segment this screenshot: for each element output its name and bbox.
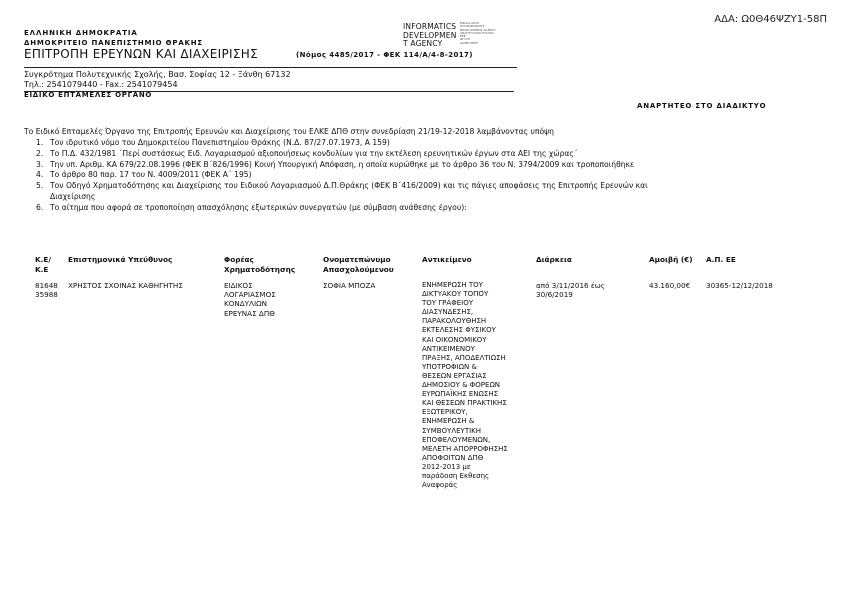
consideration-item: 3. Την υπ. Αριθμ. ΚΑ 679/22.08.1996 (ΦΕΚ Β΄826/1996) Κοινή Υπουργική Απόφαση, η οποία κυρώθηκε με το άρθρο 36 του Ν. 3794/2009 και τροποποιήθηκε — [36, 159, 635, 169]
cell-supervisor: ΧΡΗΣΤΟΣ ΣΧΟΙΝΑΣ ΚΑΘΗΓΗΤΗΣ — [68, 281, 183, 290]
col-header-supervisor: Επιστημονικά Υπεύθυνος — [68, 255, 173, 264]
phone-line: Τηλ.: 2541079440 - Fax.: 2541079454 — [24, 80, 178, 89]
col-header-ke: Κ.Ε/ Κ.Ε — [35, 255, 52, 274]
consideration-item-continued: Διαχείρισης — [50, 191, 96, 201]
posted-notice: ΑΝΑΡΤΗΤΕΟ ΣΤΟ ΔΙΑΔΙΚΤΥΟ — [637, 102, 767, 110]
header-republic: ΕΛΛΗΝΙΚΗ ΔΗΜΟΚΡΑΤΙΑ — [24, 29, 138, 37]
logo-small-line: ΕΝΙΑΙΑ ΑΡΧΗ — [460, 21, 480, 25]
logo-small-line: ΠΛΗΡΟΦΟΡΙΚΗΣ — [460, 24, 485, 29]
agency-logo-fineprint — [460, 22, 496, 45]
consideration-item: 1. Τον ιδρυτικό νόμο του Δημοκριτείου Πανεπιστημίου Θράκης (Ν.Δ. 87/27.07.1973, Α 159) — [36, 138, 390, 147]
cell-ap: 30365-12/12/2018 — [706, 281, 773, 290]
cell-subject: ΕΝΗΜΕΡΩΣΗ ΤΟΥ ΔΙΚΤΥΑΚΟΥ ΤΟΠΟΥ ΤΟΥ ΓΡΑΦΕΙΟΥ ΔΙΑΣΥΝΔΕΣΗΣ, ΠΑΡΑΚΟΛΟΥΘΗΣΗ ΕΚΤΕΛΕΣΗΣ ΦΥΣΙΚΟΥ ΚΑΙ ΟΙΚΟΝΟΜΙΚΟΥ ΑΝΤΙΚΕΙΜΕΝΟΥ ΠΡΑΞΗΣ, ΑΠΟΔΕΛΤΙΩΣΗ ΥΠΟΤΡΟΦΙΩΝ & ΘΕΣΕΩΝ ΕΡΓΑΣΙΑΣ ΔΗΜΟΣΙΟΥ & ΦΟΡΕΩΝ ΕΥΡΩΠΑΪΚΗΣ ΕΝΩΣΗΣ ΚΑΙ ΘΕΣΕΩΝ ΠΡΑΚΤΙΚΗΣ ΕΞΩΤΕΡΙΚΟΥ, ΕΝΗΜΕΡΩΣΗ & ΣΥΜΒΟΥΛΕΥΤΙΚΗ ΕΠΟΦΕΛΟΥΜΕΝΩΝ, ΜΕΛΕΤΗ ΑΠΟΡΡΟΦΗΣΗΣ ΑΠΟΦΟΙΤΩΝ ΔΠΘ 2012-2013 με παράδοση Εκθεσης Αναφοράς — [422, 281, 508, 490]
cell-employee: ΣΟΦΙΑ ΜΠΟΖΑ — [323, 281, 376, 290]
header-divider — [24, 67, 517, 68]
agency-logo — [403, 23, 457, 49]
logo-small-line: ΔΙΑΝΕ ΕΕΕΗ — [460, 40, 479, 45]
law-reference: (Νόμος 4485/2017 - ΦΕΚ 114/Α/4-8-2017) — [296, 51, 473, 59]
ada-code: ΑΔΑ: Ω0Θ46ΨΖΥ1-58Π — [714, 14, 827, 25]
col-header-ap: Α.Π. ΕΕ — [706, 255, 736, 264]
logo-small-line: ΑΝΑΠΤΥΞΙΑΚΗ ΕΤΑΙΡΙΑ — [460, 30, 494, 35]
col-header-employee: Ονοματεπώνυμο Απασχολούμενου — [323, 255, 394, 274]
header-university: ΔΗΜΟΚΡΙΤΕΙΟ ΠΑΝΕΠΙΣΤΗΜΙΟ ΘΡΑΚΗΣ — [24, 39, 204, 47]
consideration-item: 5. Τον Οδηγό Χρηματοδότησης και Διαχείρισης του Ειδικού Λογαριασμού Δ.Π.Θράκης (ΦΕΚ Β΄416/2009) και τις πάγιες αποφάσεις της Επιτροπής Ερευνών και — [36, 181, 648, 191]
logo-small-line: ΦΗ.ΑΗ — [460, 37, 470, 42]
cell-duration: από 3/11/2016 έως 30/6/2019 — [536, 281, 606, 300]
logo-small-line: DEVELOPMENT AGENCY — [460, 27, 496, 32]
address-line: Συγκρότημα Πολυτεχνικής Σχολής, Βασ. Σοφίας 12 - Ξάνθη 67132 — [24, 70, 291, 79]
page-title: ΕΠΙΤΡΟΠΗ ΕΡΕΥΝΩΝ ΚΑΙ ΔΙΑΧΕΙΡΙΣΗΣ — [24, 47, 258, 61]
logo-small-line: ΕΕΕ — [460, 34, 466, 39]
col-header-funder: Φορέας Χρηματοδότησης — [224, 255, 296, 274]
logo-line: T AGENCY — [403, 39, 443, 48]
logo-line: INFORMATICS — [403, 22, 457, 31]
consideration-item: 6. Το αίτημα που αφορά σε τροποποίηση απασχόλησης εξωτερικών συνεργατών (με σύμβαση ανάθεσης έργου): — [36, 202, 467, 212]
address-block — [24, 70, 291, 90]
committee-name: ΕΙΔΙΚΟ ΕΠΤΑΜΕΛΕΣ ΟΡΓΑΝΟ — [24, 91, 153, 99]
intro-paragraph: Το Ειδικό Επταμελές Όργανο της Επιτροπής Ερευνών και Διαχείρισης του ΕΛΚΕ ΔΠΘ στην συνεδρίαση 21/19-12-2018 λαμβάνοντας υπόψη — [24, 127, 554, 136]
cell-funder: ΕΙΔΙΚΟΣ ΛΟΓΑΡΙΑΣΜΟΣ ΚΟΝΔΥΛΙΩΝ ΕΡΕΥΝΑΣ ΔΠΘ — [224, 281, 276, 318]
col-header-subject: Αντικείμενο — [422, 255, 472, 264]
col-header-fee: Αμοιβή (€) — [649, 255, 693, 264]
cell-ke: 81648 35988 — [35, 281, 58, 300]
logo-line: DEVELOPMEN — [403, 30, 457, 40]
consideration-item: 4. Το άρθρο 80 παρ. 17 του Ν. 4009/2011 (ΦΕΚ Α΄ 195) — [36, 170, 252, 180]
col-header-duration: Διάρκεια — [536, 255, 572, 264]
cell-fee: 43.160,00€ — [649, 281, 691, 290]
considerations-list — [36, 138, 648, 214]
consideration-item: 2. Το Π.Δ. 432/1981 ΄Περί συστάσεως Ειδ. Λογαριασμού αξιοποιήσεως κονδυλίων για την εκτέλεση ερευνητικών έργων στα ΑΕΙ της χώρας΄ — [36, 148, 578, 158]
